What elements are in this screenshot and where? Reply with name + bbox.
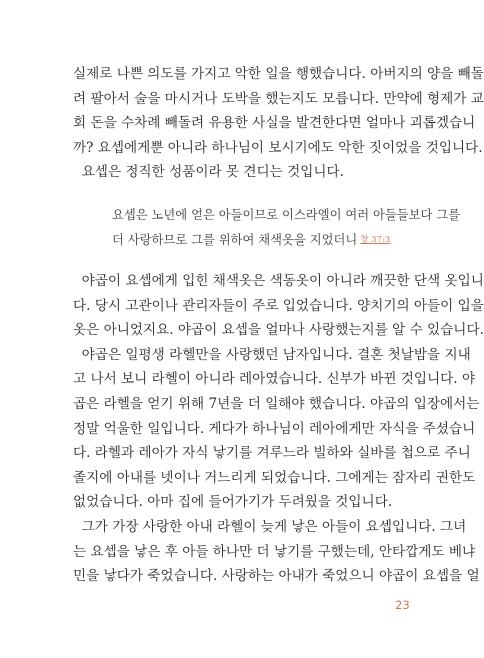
scripture-reference-link[interactable]: 창 37:3	[360, 234, 391, 245]
text-line: 옷은 아니었지요. 야곱이 요셉을 얼마나 사랑했는지를 알 수 있습니다.	[73, 322, 484, 339]
text-line: 민을 낳다가 죽었습니다. 사랑하는 아내가 죽었으니 야곱이 요셉을 얼	[73, 568, 480, 585]
text-line: 곱은 라헬을 얻기 위해 7년을 더 일해야 했습니다. 야곱의 입장에서는	[73, 395, 480, 412]
text-line: 졸지에 아내를 넷이나 거느리게 되었습니다. 그에게는 잠자리 권한도	[73, 469, 476, 486]
paragraph-1	[73, 62, 484, 185]
text-line: 정말 억울한 일입니다. 게다가 하나님이 레아에게만 자식을 주셨습니	[73, 420, 476, 437]
text-line: 없었습니다. 아마 집에 들어가기가 두려웠을 것입니다.	[73, 494, 393, 511]
text-line: 요셉은 정직한 성품이라 못 견디는 것입니다.	[73, 164, 344, 181]
text-line: 회 돈을 수차례 빼돌려 유용한 사실을 발견한다면 얼마나 괴롭겠습니	[73, 115, 476, 132]
text-line: 그가 가장 사랑한 아내 라헬이 늦게 낳은 아들이 요셉입니다. 그녀	[73, 518, 467, 535]
text-line: 다. 당시 고관이나 관리자들이 주로 입었습니다. 양치기의 아들이 입을	[73, 297, 484, 314]
quote-line	[112, 228, 412, 253]
text-line: 고 나서 보니 라헬이 아니라 레아였습니다. 신부가 바뀐 것입니다. 야	[73, 371, 476, 388]
text-line: 야곱은 일평생 라헬만을 사랑했던 남자입니다. 결혼 첫날밤을 지내	[73, 346, 471, 363]
text-line: 실제로 나쁜 의도를 가지고 악한 일을 행했습니다. 아버지의 양을 빼돌	[73, 66, 484, 82]
text-line: 야곱이 요셉에게 입힌 채색옷은 색동옷이 아니라 깨끗한 단색 옷입니	[73, 273, 484, 289]
scripture-quote	[112, 203, 461, 252]
paragraph-2	[73, 269, 484, 589]
text-line: 려 팔아서 술을 마시거나 도박을 했는지도 모릅니다. 만약에 형제가 교	[73, 90, 484, 107]
text-line: 다. 라헬과 레아가 자식 낳기를 겨루느라 빌하와 실바를 첩으로 주니	[73, 445, 471, 462]
text-line: 는 요셉을 낳은 후 아들 하나만 더 낳기를 구했는데, 안타깝게도 베냐	[73, 543, 476, 560]
quote-line: 요셉은 노년에 얻은 아들이므로 이스라엘이 여러 아들들보다 그를	[112, 208, 461, 222]
text-line: 까? 요셉에게뿐 아니라 하나님이 보시기에도 악한 짓이었을 것입니다.	[73, 139, 483, 156]
page-number: 23	[395, 598, 410, 612]
quote-text: 더 사랑하므로 그를 위하여 채색옷을 지었더니	[112, 232, 358, 247]
